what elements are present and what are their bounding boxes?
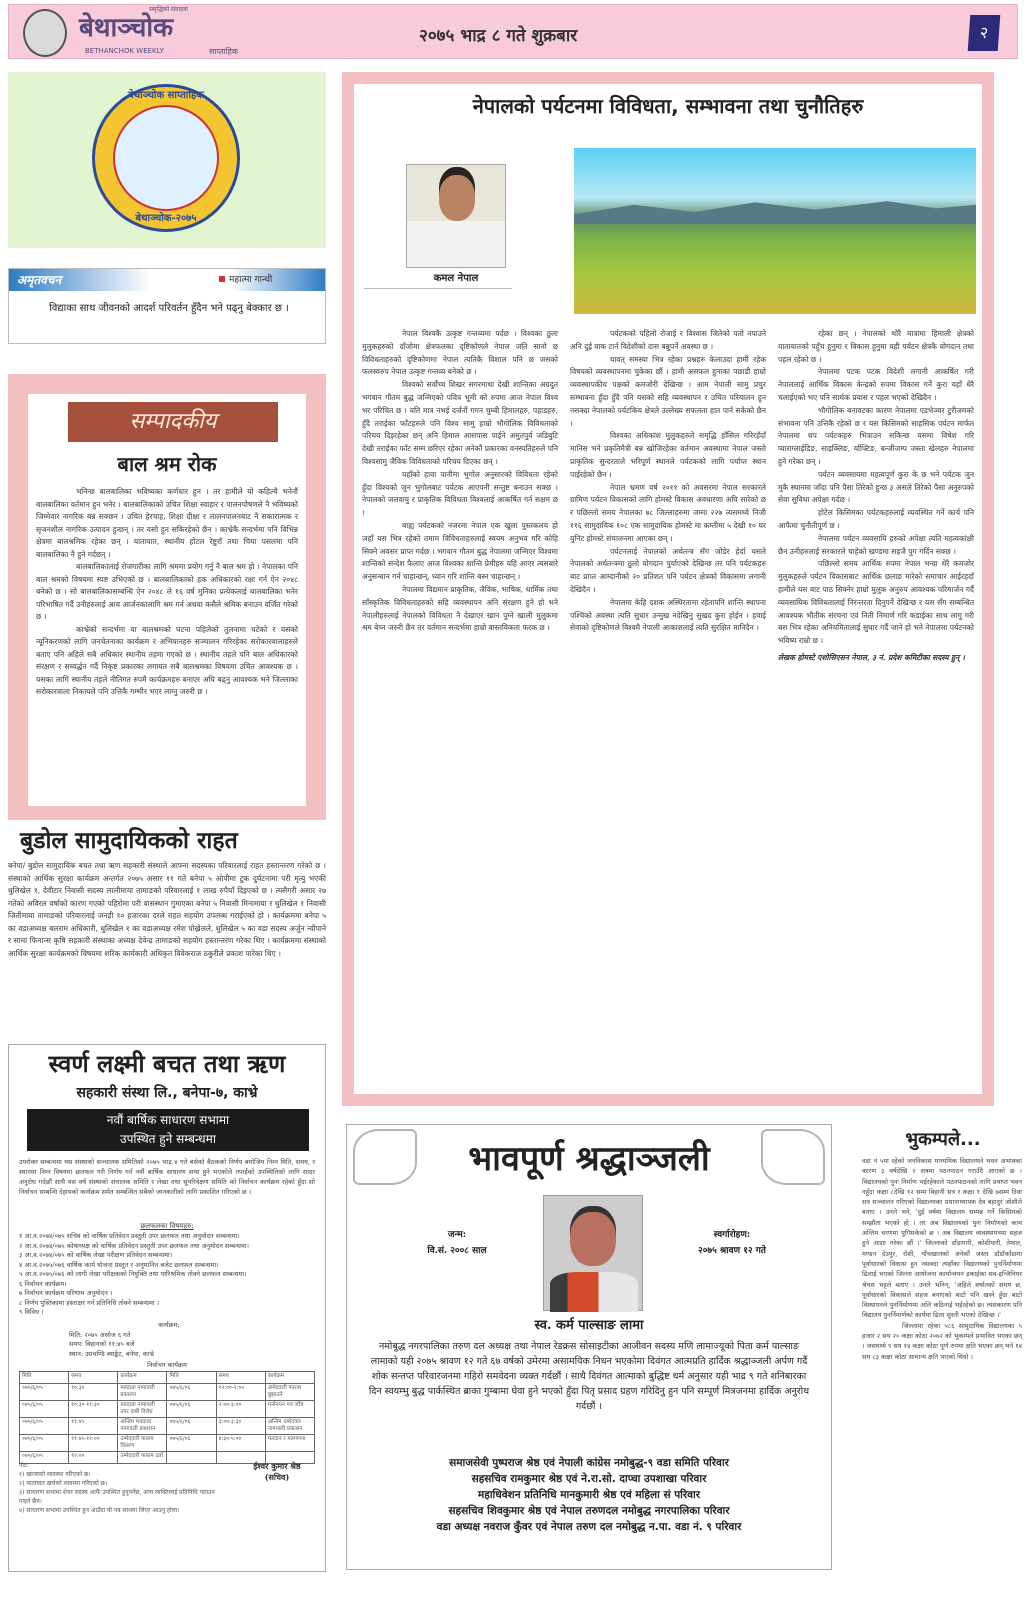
table-row (20, 1418, 315, 1435)
notice-title: स्वर्ण लक्ष्मी बचत तथा ऋण (48, 1050, 286, 1078)
article-column-2 (570, 328, 766, 635)
schedule-date: मिति: २०७५ असोज ६ गते (69, 1330, 131, 1339)
signatory-name: ईश्वर कुमार श्रेष्ठ (253, 1461, 301, 1471)
table-cell: मिति (167, 1372, 216, 1384)
article-paragraph: यावत् समस्या भित्र रहेका प्रश्नहरु केलाउदा हामी रहेक विषयको व्यवस्थापनमा चुकेका छौं । हामी असफल हुनाका पछाडी हाम्रो व्यवस्थापकीय पक्षको कमजोरी देखिन्छ । आम नेपाली सामु प्रचुर सम्भावना हुँदा हुँदै पनि यसको सहि व्यवस्थापन र उचित परियालन हुन नसक्दा नेपालको पर्यटकिय क्षेत्रले उल्लेख्य सफलता हात पार्न सकेको छैन । (570, 354, 766, 428)
table-row (20, 1435, 315, 1452)
logo-english: BETHANCHOK WEEKLY (85, 47, 164, 55)
mourner-line: महाधिवेशन प्रतिनिधि मानकुमारी श्रेष्ठ एवं महिला सं परिवार (477, 1489, 701, 1501)
article-column-1 (362, 328, 558, 635)
agenda-item: ५ आ.व.२०७५/०७६ को लागी लेखा परीक्षकको नियुक्ति तथा पारिश्रमिक तोक्ने छलफल सम्बन्धमा। (19, 1270, 247, 1278)
editorial-paragraph: बालबालिकालाई रोजगारीका लागि श्रममा प्रयोग गर्नु नै बाल श्रम हो । नेपालका पनि बाल श्रमको विषयमा स्पष्ट उभिएको छ । बालबालिकाको हक अधिकारको रक्षा गर्न ऐन २०४८ बनेको छ । सो बालबालिकासम्बन्धि ऐन २०४८ ले १६ वर्ष मुनिका प्रत्येकलाई बालबालिका भनेर परिभाषित गर्दै उनीहरुलाई आय आर्जनकालागि श्रम गर्न अथवा कसैले श्रमिक बनाउन वर्जित गरेको छ । (36, 562, 298, 621)
notice-banner (27, 1109, 309, 1151)
notice-subtitle: सहकारी संस्था लि., बनेपा-७, काभ्रे (76, 1085, 258, 1101)
article-paragraph: नेपालमा केहि दशक अस्थिरतामा रहेतापनि शान्ति स्थापना पश्चिको अवस्था त्यति सुधार उन्मुख नदेखिनु सुखद कुरा होईन । हवाई सेवाको दृष्टिकोणले विश्वमै नेपाली आकाशलाई त्यति सुरक्षित मानिदैन । (570, 597, 766, 633)
table-cell: १२:०० (69, 1452, 118, 1464)
agenda-list (19, 1232, 315, 1318)
table-cell: ११:४५-१२:०० (69, 1435, 118, 1452)
article-column-3 (778, 328, 974, 665)
table-cell: उम्मेदवारी फाराम दर्ता (118, 1452, 167, 1464)
table-cell: १०:३०-११:३० (69, 1401, 118, 1418)
mountain-icon (574, 200, 976, 224)
agenda-item: ६ निर्वाचन कार्यक्रम। (19, 1279, 67, 1288)
editorial-title: बाल श्रम रोक (117, 452, 217, 476)
agenda-item: २ आ.व.२०७४/०७५ कोषाध्यक्ष को वार्षिक प्रतिवेदन प्रस्तुती उपर छलफल तथा अनुमोदन सम्बन्धमा। (19, 1241, 249, 1250)
article-paragraph: विश्वका अधिकांश मुलुकहरुले समृद्धि हाँसिल गरिरहँदाँ मानिस भने प्रकृतिमैत्री बन्न खोजिरहेका वर्तमान अवस्थामा नेपाल जस्तो प्राकृतिक सुन्दरताले भरिपूर्ण स्थानले पर्यटकको लागि पर्याप्त स्थान पाईरहेको छैन । (570, 431, 766, 479)
table-cell: कार्यक्रम (118, 1372, 167, 1384)
mourner-line: समाजसेवी पुष्पराज श्रेष्ठ एवं नेपाली कांग्रेस नमोबुद्ध-९ वडा समिति परिवार (449, 1457, 729, 1469)
table-cell: ०७५/६/०५ (20, 1435, 69, 1452)
editorial-paragraph: काभ्रेको सन्दर्भमा या बालश्रमको घटना पहिलेको तुलनामा घटेको र यसको न्यूनिकरणको लागि जनचेतनाका कार्यक्रम र अभियानहरु सञ्चालन गरिरहेका सरोकारवालाहरुले बताए पनि अहिले सबै अधिकार स्थानीय तहमा गएको छ । स्थानीय तहले पनि बाल अधिकारको संरक्षण र सम्वर्द्धन गर्दै निकृष्ट प्रकारका लगायत सबै बालश्रमका विषयमा उचित आवश्यक छ । यसका लागि स्थानीय तहले नीतिगत रुपमै कार्यक्रमहरु बनाएर अघि बढ्नु आवश्यक भने जिल्लाका सरोकारवाला निकायले पनि उत्तिकै गम्भीर भएर लाग्नु जरुरी छ । (36, 624, 298, 696)
page-number-badge: २ (968, 15, 1001, 51)
author-photo (406, 164, 506, 268)
footnote: ३) साधारण सभामा शेयर सदस्य आफैं उपस्थित हुनुपर्नेछ, अन्य व्यक्तिलाई प्रतिनिधि पठाउन पाइने छैन। (19, 1489, 215, 1505)
article-paragraph: पछिल्लो समय आर्थिक रुपमा नेपाल भन्दा धेरै कमजोर मुलुकहरुले पर्यटन विकासबाट आर्थिक छलाङ मारेको समाचार आईरहदाँ हामीले यस बाट पाठ सिक्नेर हाम्रो मुलुक अनुरुप आवश्यक परिमार्जन गर्दै व्यवसायिक विविधतालाई निरन्तरता दिनुपर्ने देखिन्छ र यस सँग सम्बन्धित आवश्यक भौतीक संरचना एवं निती निमार्ण गरि कडाईका साथ लागु गरी बस भित्र रहेका अनियमितालाई सुधार गर्दै जाने हो भने नेपालमा पर्यटनको भविष्य राम्रो छ । (778, 559, 974, 646)
tribute-notice (346, 1124, 832, 1570)
schedule-heading: कार्यक्रम: (158, 1321, 180, 1329)
person-body-icon (550, 1272, 638, 1312)
table-cell: मिति (20, 1372, 69, 1384)
table-cell: ०७५/६/०६ (167, 1401, 216, 1418)
notice-banner-line: उपस्थित हुने सम्बन्धमा (120, 1132, 216, 1146)
logo-weekly: साप्ताहिक (209, 47, 239, 56)
footnote: २) यातायात खर्चको व्यवस्था गरिएको छ। (19, 1480, 108, 1487)
article-paragraph: नेपाल भ्रमण वर्ष २०११ को अवसरमा नेपाल सरकारले ग्रामिण पर्यटन विकासको लागि होमस्टे विकास अवधारणा अघि सारेको छ र पछिल्लो समय नेपालका ७८ जिल्लाहरुमा जम्मा २२७ त्यसमध्ये निजी ११६ सामुदायिक १०८ एक सामुदायिक होमस्टे मा कम्तीमा ५ देखी १० घर युनिट होमस्टे संचालनमा आएका छन् । (570, 482, 766, 543)
tourism-article (342, 72, 994, 1106)
tribute-body: नमोबुद्ध नगरपालिका तरुण दल अध्यक्ष तथा नेपाल रेडक्रस सोसाइटीका आजीवन सदस्य मणि लामाज्यूको पिता कर्म पाल्साङ लामाको यही २०७५ श्रावण १२ गते ६७ वर्षको उमेरमा असामयिक निधन भएकोमा दिवंगत आत्मप्रति हार्दिक श्रद्धाञ्जली अर्पण गर्दै शोक सन्तप्त परिवारजनमा गहिरो समवेदना व्यक्त गर्दछौं । साथै दिवंगत आत्माको बुद्धिष्ट धर्म अनुसार यही भाद्र ९ गते शनिबारका दिन स्वयम्भु बुद्ध पार्कस्थित ब्राका गुम्बामा घेवा हुने भएको हुँदा पितृ प्रसाद ग्रहण गरिदिनु हुन पनि सम्पूर्ण मित्रजनमा हार्दिक अनुरोध गर्दछौं । (368, 1341, 810, 1412)
schedule-info (69, 1321, 269, 1359)
died-label: स्वर्गारोहण: (713, 1230, 751, 1240)
person-face-icon (570, 1212, 616, 1266)
news-body: बनेपा/ बुडोल सामुदायिक बचत तथा ऋण सहकारी संस्थाले आफ्ना सदस्यका परिवारलाई राहत हस्तान्तरण गरेको छ । संस्थाको आर्थिक सुरक्षा कार्यक्रम अन्तर्गत २०७५ असार ११ गते बनेपा ५ ओपीमा टुक दुर्घटनामा परी मृत्यु भएकी धुलिखेल १, देवीटार निवासी सदस्य लालीमाया तामाङको परिवारलाई १ लाख रुपैयाँ दिइएको छ । त्यसैगरी असार २७ गतेको अविरल वर्षाको कारण गएको पहिरोमा परी वासस्थान गुमाएका बनेपा ५ निवासी मिनामाया र धुलिखेल १ निवासी जितीमाया तामाङको परिवारलाई जनही १० हजारका दरले राहत सहयोग उपलब्ध गराईएको हो । कार्यक्रममा बनेपा ५ का वडाअध्यक्ष बलराम अधिकारी, धुलिखेल १ का वडाअध्यक्ष रमेश पोख्रेलले, धुलिखेल ५ का वडा सदस्य अर्जुन न्यौपाने र सामा फिनान्स कृषि सहकारी संस्थाका अध्यक्ष देवेन्द्र तामाङको सहयोग हस्तान्तरण गरेका थिए । कार्यक्रममा संस्थाको आर्थिक सुरक्षा कार्यक्रमको विषयमा शरिक कार्यकारी अधिकृत विवेकराज ठकुरीले प्रकाश पारेका थिए । (8, 861, 326, 958)
article-title: नेपालको पर्यटनमा विविधता, सम्भावना तथा चुनौतिहरु (472, 94, 864, 118)
born-value: वि.सं. २००८ साल (427, 1246, 487, 1256)
issue-date: २०७५ भाद्र ८ गते शुक्रबार (419, 26, 578, 46)
quote-text: विद्याका साथ जीवनको आदर्श परिवर्तन हुँदैन भने पढ्नु बेक्कार छ । (49, 303, 289, 314)
agenda-item: ८ निर्णय पुस्तिकामा हस्ताक्षर गर्न प्रतिनिधि तोक्ने सम्बन्धमा । (19, 1298, 160, 1307)
table-cell: अन्तिम मतदाता नामावली प्रकाशन (118, 1418, 167, 1435)
schedule-place: स्थान: उग्रचण्डि ब्याङ्केट, बनेपा, काभ्रे (69, 1349, 154, 1358)
agm-notice (8, 1044, 326, 1572)
article-paragraph: पर्यटन व्यवसायमा महत्वपूर्ण कुरा के छ भने पर्यटक जुन मुकै स्थानमा जाँदा पनि पैसा तिरेको हुन्छ ३ असले तिरेको पैसा अनुरुपको सेवा सुविधा अपेक्षा गर्दछ । (778, 469, 974, 505)
article-inner (354, 84, 982, 1094)
table-cell: अन्तिम उम्मेदवार नामावली प्रकाशन (265, 1418, 314, 1435)
article-paragraph: यहाँको हावा पानीमा भुगोल अनुसारको विविधता रहेको हुँदा विश्वको जुन भुगोलबाट पर्यटक आएपनी सन्तुष्ट बनाउन सक्छ । नेपालको जलवायु र प्राकृतिक विविधता विश्वलाई आकर्षित गर्न सक्षम छ । (362, 469, 558, 518)
deceased-photo (543, 1195, 643, 1311)
table-cell: मनोनयन पत्र जाँच (265, 1401, 314, 1418)
article-paragraph: पर्यटनलाई नेपालको अर्थतन्त्र सँग जोडेर हेर्दा यसले नेपालको अर्थतन्त्रमा ठुलो योगदान पुर्याएको देखिन्छ तर पनि पर्यटकहरु बाट प्राप्त आम्दानीको २० प्रतिशत पनि पर्यटन क्षेत्रको विकासमा लगानी देखिदैन । (570, 546, 766, 594)
table-cell: १०:३० (69, 1384, 118, 1401)
article-paragraph: पर्यटकको पहिलो रोजाई र विश्वास जितेको पतो नपाउने अनि दुई वाक टार्न विदेशीको दास बन्नुपर्ने अवस्था छ । (570, 329, 766, 351)
article-paragraph: नेपालमा पर्यटन व्यवसायि हरुको अपेक्षा त्यति महत्वकांक्षी छैन उनीहरुलाई सरकारले चाहेको खण्डमा सहजै पुग गर्दिन सक्छ । (778, 533, 974, 556)
table-cell: समय (69, 1372, 118, 1384)
table-cell: ०७५/६/०६ (167, 1384, 216, 1401)
article-paragraph: नेपाल विश्वकै उत्कृष्ट गन्तव्यमा पर्दछ । विश्वका ठुला मुलुकहरुको दाँजोमा क्षेत्रफलका दृष्टिकोणले नेपाल जति सानो छ विविधताहरुको दृष्टिकोणमा नेपाल त्यतिकै विशाल पनि छ जसको फलस्वरुप नेपाल उत्कृष्ट गन्तव्य बनेको छ । (362, 329, 558, 377)
article-paragraph: भौगोलिक बनावटका कारण नेपालमा एडभेञ्चर टुरीजमको संभावना पनि उत्तिकै रहेको छ र यस किसिमको साहसिक पर्यटन मार्फत नेपालमा थप पर्यटकहरु भित्राउन सकिन्छ यसमा विषेश गरि प्याराग्लाईडिङ, साइक्लिङ, र्याफ्टिङ, बन्जीजम्प जस्ता खेलहरु नेपालमा हुने गरेका छन् । (778, 405, 974, 466)
footnote: ४) साधारण सभामा उपस्थित हुन आउँदा यो पत्र साथमा लिएर आउनु होला। (19, 1507, 180, 1514)
footnote: नोट: (19, 1462, 29, 1469)
quote-header-bar (9, 269, 325, 291)
born-label: जन्म: (447, 1230, 467, 1240)
notice-body: उपरोक्त सम्बन्धमा यस संस्थाको सञ्चालक समितिको २०७५ भाद्र ४ गते बसेको बैठकको निर्णय बमोजिम निम्न मिति, समय, र स्थानमा निम्न विषयमा छलफल गरी निर्णय गर्न नवौं बार्षिक साधारण सभा हुने भएकोले तपाईंको उपस्थितिको लागि सादर अनुरोध गर्दछौं साथै यस वर्ष संस्थाको संचालक समिति र लेखा तथा सुपरिवेक्षण समिति को निर्वाचन कार्यक्रम रहेको हुँदा सो निर्वाचन सम्बन्धि देहायको कार्यक्रम समेत सम्बन्धित सबैको जानकारीको लागि प्रकाशित गरिएको छ । (19, 1158, 315, 1196)
table-cell: ४:३०-५:०० (216, 1435, 265, 1452)
mourner-line: वडा अध्यक्ष नवराज कुँवर एवं नेपाल तरुण दल नमोबुद्ध न.पा. वडा नं. ९ परिवार (436, 1521, 742, 1533)
table-cell: उम्मेदवारी फाराम बुझाउने (265, 1384, 314, 1401)
article-paragraph: रहेका छन् । नेपालको थोरै मात्रामा हिमाली क्षेत्रको यातायातको पहुँच हुनुमा र विकास हुनुमा यही पर्यटन क्षेत्रकै योगदान तथा पहल रहेको छ । (778, 329, 974, 364)
article-paragraph: बाह्य पर्यटकको नजरमा नेपाल एक खुला पुस्तकलय हो जहाँ यस भित्र रहेको तमाम विविधताहरुलाई स्वयम अनुभव गरि कोहि सिक्ने अवसर प्राप्त गर्दछ । भगवान गौतम बुद्ध नेपालमा जन्मिएर विश्वमा शान्तिको सन्देश फैलाए आज विश्वका शान्ति प्रेमीहरु यहि आएर त्यसबारे अनुसन्धान गर्न चाहान्छन्, ध्यान गरि शान्ति बस्न चाहान्छन् । (362, 520, 558, 582)
tribute-title: भावपूर्ण श्रद्धाञ्जली (468, 1139, 710, 1179)
article-paragraph: होटेल किसिमका पर्यटकहरुलाई व्यवस्थित गर्ने कार्य पनि आफैमा चुनौतीपूर्ण छ । (778, 508, 974, 530)
agenda-item: ९ विविध । (19, 1308, 44, 1316)
agenda-item: ३ आ.व.२०७४/०७५ को वार्षिक लेखा परीक्षण प्रतिवेदन सम्बन्धमा। (19, 1251, 173, 1259)
footnote: १) खाजाको व्यवस्था गरिएको छ। (19, 1471, 91, 1478)
masthead (8, 4, 1018, 59)
table-cell: ११:४५ (69, 1418, 118, 1435)
article-paragraph: विश्वको सर्वोच्च शिखर सगरमाथा देखी शान्तिका अग्रदुत भगवान गौतम बुद्ध जन्मिएको पवित्र भूमी को रुपमा आज नेपाल विश्व भर परिचित छ । यति मात्र नभई दर्जनौं गगन चुम्बी हिमालहरु, पहाडहरु, हुँदै तराईका फाँटहरुले पनि विश्व सामु हाम्रो भौगोलिक विविधताको परिचय दिइरहेका छन् अनि हिमाल आसपास पाईने अमुतपुर्व जडिबुटि देखी तराईका फाँट सम्म छरिएर रहेका अनेकौं प्रकारका वनस्पतिहरुले पनि विश्वसामु जैविक विविधताको परिचय दिएका छन् । (362, 380, 558, 466)
table-row (20, 1384, 315, 1401)
table-cell: समय (216, 1372, 265, 1384)
schedule-time: समय: बिहानको ११:४५ बजे (69, 1340, 135, 1348)
editorial-paragraph: भनिन्छ बालबालिका भविष्यका कर्णधार हुन । तर हामीले यो कहिल्यै भनेनौं बालबालिका वर्तमान हुन भनेर । बालबालिकाको उचित शिक्षा स्वाहार र पालनपोषणले नै भविष्यको जिम्मेवार नागरिक बन्न सक्छन । उचित हेरचाह, शिक्षा दीक्षा र लालनपालनबाट नै सकारात्मक र सृजनशील नागरिक उत्पादन हुन्छन् । तर यसो हुन सकिरहेको छैन । काभ्रेकै सन्दर्भमा पनि विभिन्न क्षेत्रमा बालश्रमिक रहेका छन् । यातायात, स्थानीय होटल रेष्टुराँ तथा चिया पसलमा पनि बालबालिका नै हुने गर्दछन् । (36, 487, 298, 559)
author-name: कमल नेपाल (433, 273, 479, 284)
author-face-icon (439, 175, 475, 221)
agenda-item: ४ आ.व.२०७५/०७६ वार्षिक कार्य योजना प्रस्तुत र अनुमानित बजेट छलफल सम्बन्धमा। (19, 1260, 219, 1269)
editorial-banner: सम्पादकीय (68, 402, 278, 442)
table-cell: १२:००-२:०० (216, 1384, 265, 1401)
article-paragraph: नेपालमा विद्यमान प्राकृतिक, जैविक, भाषिक, धार्मिक तथा साँस्कृतिक विविधताहरुको सहि व्यवस्थापन अनि संरक्षण हुने हो भने नेपालीहरुलाई नेपालको विविधता नै देखाएर खान पुग्ने खाली मुलुकमा श्रम बेच्न जरुरी छैन तर वर्तमान सन्दर्भमा हाम्रो वास्तविकता फरक छ । (362, 584, 558, 633)
logo-name: बेथाञ्चोक (79, 13, 174, 43)
ornament-icon (761, 1129, 825, 1185)
table-row (20, 1401, 315, 1418)
quote-author: महात्मा गान्धी (219, 274, 272, 286)
divider (364, 288, 512, 289)
agenda-item: १ आ.व.२०७४/०७५ सचिव को वार्षिक प्रतिवेदन प्रस्तुती उपर छलफल तथा अनुमोदन सम्बन्धमा। (19, 1232, 240, 1240)
agenda-item: ७ निर्वाचन कार्यक्रम परिणाम अनुमोदन । (19, 1289, 113, 1297)
deceased-name: स्व. कर्म पाल्साङ लामा (534, 1318, 644, 1333)
table-header-row (20, 1372, 315, 1384)
seal-logo (92, 84, 240, 232)
table-cell: कार्यक्रम (265, 1372, 314, 1384)
died-value: २०७५ श्रावण १२ गते (698, 1246, 766, 1256)
editorial-section (8, 374, 326, 820)
signature (235, 1461, 319, 1483)
quote-label: अमृतवचन (17, 273, 62, 287)
table-cell: ०७५/६/०५ (20, 1452, 69, 1464)
mourners-list (347, 1455, 831, 1535)
quake-paragraph: वडा नं ५मा रहेको जनविकास माध्यमिक विद्यालयले भवन अभावका कारण ३ वर्षदेखि २ सत्रमा पठनपाठन गराउँदै आएको छ । विद्यालयको पुनः निर्माण भईरहेकाले पठनपाठनको लागि प्रयाप्त भवन नहुँदा कक्षा ८देखि १२ सम्म बिहानी सत्र र कक्षा १ देखि ७सम्म दिवा सत्र सञ्चालन गरिएको विद्यालयका प्रधानाध्यापक देव बहादुर जोशीले बताए । उनले भने, 'दुई वर्षमा विद्यालय सम्पन्न गर्ने किसिमको सम्झौता भएको हो । तर अब विद्यालयको पुनः निर्माणको काम अन्तिम चरणमा पुगिसकेको छ । अब विद्यालय व्यवस्थापनमा सहज हुने आशा गरेका छौं ।' जिल्लाको डाँडापारी, कोशीपारी, तेमाल, मण्डन देउपुर, रोशी, पाँचखालको अनेकौं जस्ता डाँडाँकाँडामा पूर्वाधारको विकास हुन नसक्दा त्यहाँका विद्यालयको पुनर्निर्माणमा ढिलाई भएको जिल्ला आयोजना कार्यान्वयन इकाईका सव-इन्जिनियर श्रेयस भट्टले बताए । उनले भनिन्, 'अहिले बर्षातको समय छ, पूर्वाधारको विकासले सहज बनाएको बाटो पनि खस्ने हुँदा बाटो विस्थापनले पुनर्निर्माणमा अलि कठिनाई भईरहेको छ। त्यसकारण पनि विद्यालय पुनर्निमार्णको कार्यमा ढिला सुस्ती भएको देखिन्छ ।' (862, 1157, 1022, 1320)
election-schedule-table (19, 1371, 315, 1464)
table-cell: मतदान र मतगणना (265, 1435, 314, 1452)
ornament-icon (353, 1129, 417, 1185)
signatory-title: (सचिव) (264, 1472, 290, 1482)
notice-footnotes (19, 1461, 219, 1515)
table-cell: ३:००-३:३० (216, 1418, 265, 1435)
landscape-photo (574, 148, 976, 314)
table-cell: ०७५/६/०६ (167, 1418, 216, 1435)
quake-paragraph: जिल्लामा रहेका ५८६ सामुदायिक विद्यालयका ५ हजार २ सय २० कक्षा कोठा २०७२ को भूकम्पले प्रभावित भएका छन् । जसमध्ये ९ सय १४ कक्षा कोठा पूर्ण रुपमा क्षति भएका छन् भने १४ सय ८३ कक्षा कोठा सामान्य क्षति भएको थियो । (862, 1321, 1022, 1361)
table-cell: मतदाता नामावली प्रकाशन (118, 1384, 167, 1401)
table-cell: ०७५/६/०५ (20, 1418, 69, 1435)
table-cell: मतदाता नामावली उपर दाबी विरोध (118, 1401, 167, 1418)
quote-box (8, 268, 326, 344)
seal-top-text: बेथाञ्चोक साप्ताहिक (128, 90, 204, 101)
mourner-line: सहसचिव शिवकुमार श्रेष्ठ एवं नेपाल तरुणदल नमोबुद्ध नगरपालिका परिवार (448, 1505, 730, 1517)
agenda-heading: छलफलका विषयहरु: (140, 1222, 194, 1230)
notice-banner-line: नवौं बार्षिक साधारण सभामा (106, 1113, 230, 1127)
article-paragraph: नेपालमा पटक पटक विदेशी लगानी आकर्षित गरी नेपाललाई आर्थिक विकास केन्द्रको रुपमा विकास गर्ने कुरा यहाँ धेरै चलाईएको भए पनि सार्थक प्रयास र पहल भएको देखिदैन । (778, 367, 974, 402)
table-heading: निर्वाचन कार्यक्रम (147, 1361, 187, 1369)
quake-title: भुकम्पले... (905, 1129, 981, 1150)
table-cell: ०७५/६/०५ (20, 1384, 69, 1401)
editorial-inner (28, 394, 306, 806)
editorial-body (36, 486, 298, 699)
news-title: बुडोल सामुदायिकको राहत (20, 828, 238, 854)
table-cell: उम्मेदवारी फाराम वितरण (118, 1435, 167, 1452)
table-cell: २:००-३:०० (216, 1401, 265, 1418)
mourner-line: सहसचिव रामकुमार श्रेष्ठ एवं ने.रा.सो. दाप्चा उपशाखा परिवार (471, 1473, 707, 1485)
logo-tagline: समृद्धिको संवाहक (149, 6, 188, 13)
table-cell: ०७५/६/०६ (167, 1435, 216, 1452)
logo-woman-icon (23, 9, 67, 57)
seal-bottom-text: बेथाञ्चोक-२०७५ (135, 213, 197, 224)
author-note: लेखक होमस्टे एशोसिएसन नेपाल, ३ नं. प्रदेश कमिटीका सदस्य हुन् । (778, 652, 965, 662)
quake-body (862, 1156, 1022, 1362)
table-cell: ०७५/६/०५ (20, 1401, 69, 1418)
seal-woman-icon (113, 105, 219, 211)
